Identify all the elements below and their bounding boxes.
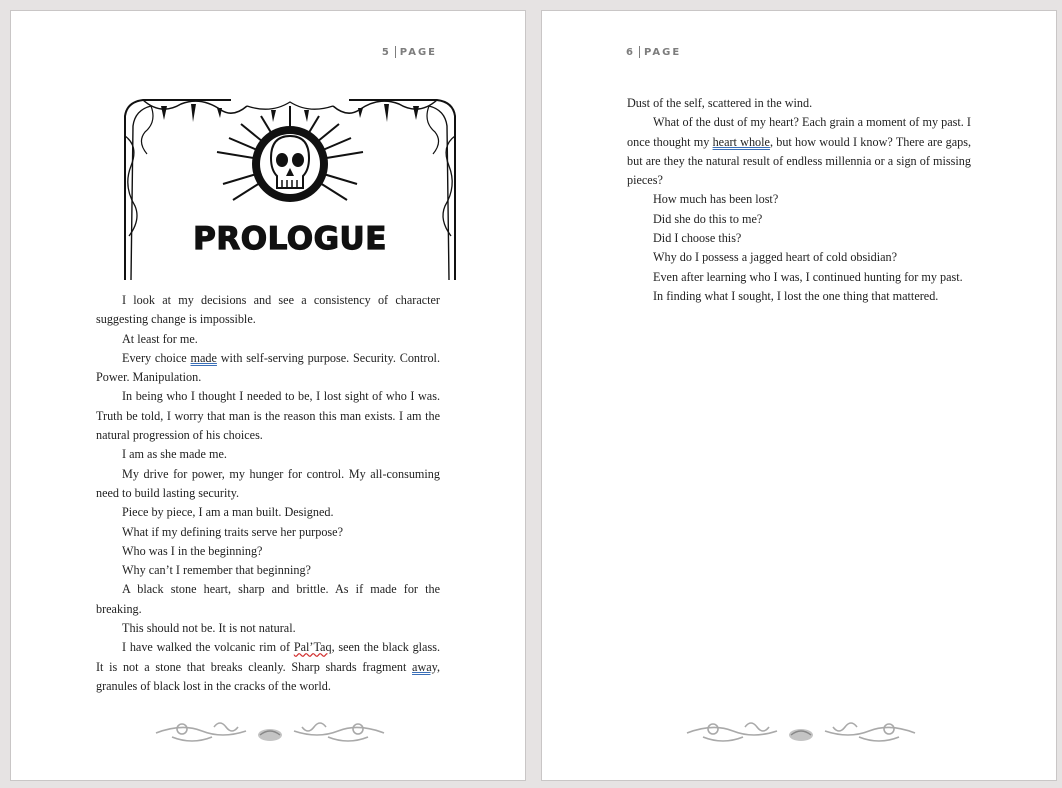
paragraph: At least for me.	[122, 331, 198, 346]
page-body-text	[627, 94, 971, 306]
paragraph	[96, 638, 440, 696]
paragraph: How much has been lost?	[653, 192, 779, 207]
page-number: 6	[626, 46, 635, 58]
paragraph: Did she do this to me?	[653, 211, 763, 226]
document-page-6	[541, 10, 1057, 781]
grammar-flag: heart whole	[712, 134, 770, 149]
paragraph: I look at my decisions and see a consistency of character suggesting change is impossible.	[96, 293, 440, 327]
paragraph	[627, 113, 971, 190]
chapter-heading: PROLOGUE	[193, 221, 387, 257]
paragraph: Who was I in the beginning?	[122, 543, 263, 558]
text-run: granules of black lost in the cracks of the world.	[96, 678, 331, 693]
skull-sunburst-icon	[121, 96, 459, 280]
paragraph: In being who I thought I needed to be, I lost sight of who I was. Truth be told, I worry that man is the reason this man exists. I am the natural progression of his choices.	[96, 389, 440, 443]
page-body-text	[96, 291, 440, 696]
paragraph	[96, 349, 440, 388]
paragraph: My drive for power, my hunger for control. My all-consuming need to build lasting security.	[96, 466, 440, 500]
spelling-flag: Pal’Taq	[293, 640, 332, 655]
crescent-flourish-icon	[152, 709, 388, 755]
page-number: 5	[381, 46, 391, 58]
paragraph: What if my defining traits serve her purpose?	[122, 524, 343, 539]
grammar-flag: made	[190, 350, 217, 365]
text-run: I have walked the volcanic rim of	[122, 640, 294, 655]
paragraph: I am as she made me.	[122, 447, 227, 462]
text-run: Every choice	[122, 350, 191, 365]
paragraph: This should not be. It is not natural.	[122, 621, 296, 636]
page-number-divider	[395, 46, 396, 58]
text-run: with self-serving purpose. Security. Control. Power. Manipulation.	[96, 350, 440, 385]
document-page-5	[10, 10, 526, 781]
paragraph: Why can’t I remember that beginning?	[122, 563, 311, 578]
page-number-header	[626, 46, 681, 58]
text-run: , but how would I know? There are gaps, but are they the natural result of endless millennia or a sign of missing pieces?	[627, 134, 971, 188]
grammar-flag: away,	[412, 659, 440, 674]
paragraph: A black stone heart, sharp and brittle. As if made for the breaking.	[96, 582, 440, 616]
page-number-header	[382, 46, 437, 58]
page-number-divider	[639, 46, 640, 58]
text-run: What of the dust of my heart? Each grain a moment of my past. I once thought my	[627, 115, 971, 149]
paragraph: In finding what I sought, I lost the one thing that mattered.	[653, 288, 939, 303]
text-run: , seen the black glass. It is not a stone that breaks cleanly. Sharp shards fragment	[96, 640, 441, 674]
crescent-flourish-icon	[683, 709, 919, 755]
paragraph: Why do I possess a jagged heart of cold obsidian?	[653, 250, 898, 265]
paragraph: Piece by piece, I am a man built. Designed.	[122, 505, 334, 520]
page-label: PAGE	[399, 46, 437, 58]
paragraph: Even after learning who I was, I continued hunting for my past.	[653, 269, 963, 284]
paragraph: Dust of the self, scattered in the wind.	[627, 96, 813, 110]
paragraph: Did I choose this?	[653, 231, 742, 246]
page-label: PAGE	[643, 46, 682, 58]
